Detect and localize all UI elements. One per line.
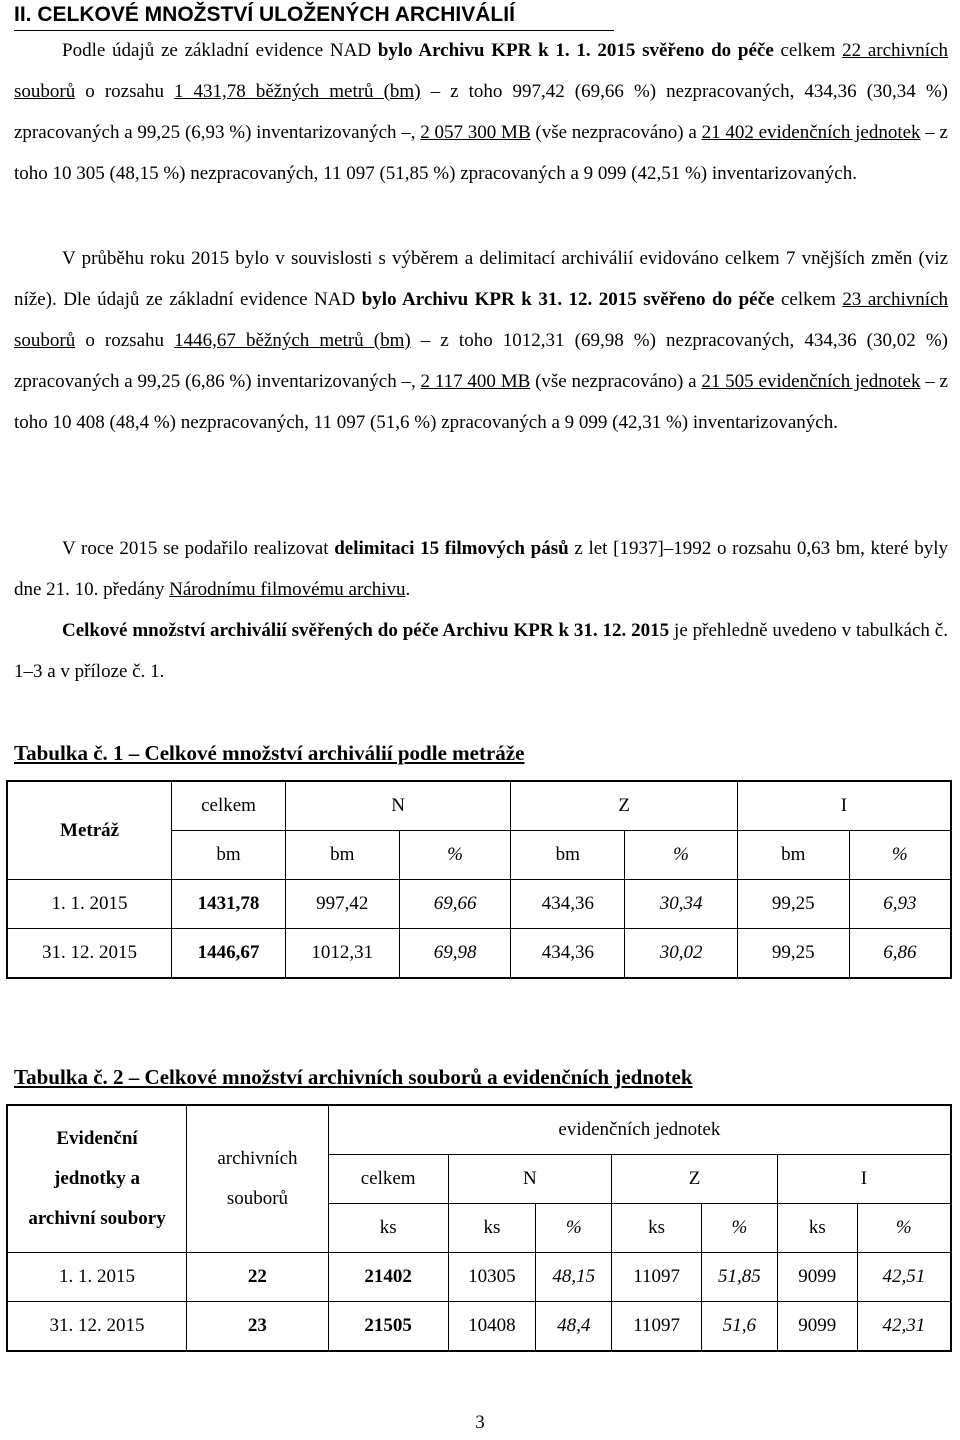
p3-text: .: [405, 579, 411, 600]
p3-bold: delimitaci 15 filmových pásů: [334, 538, 569, 559]
p1-text: – z toho 997,42 (69,66 %) nezpracovaných, 434,36 (30,34 %) zpracovaných a 99,25 (6,93 %) inventarizovaných –,: [14, 81, 948, 143]
table-2-unit-header: %: [536, 1204, 612, 1253]
p2-underlined: 21 505 evidenčních jednotek: [701, 371, 921, 392]
p1-bold: bylo Archivu KPR k 1. 1. 2015 svěřeno do péče: [377, 40, 774, 61]
table-1-cell: 69,66: [399, 880, 511, 929]
table-2-cell: 10305: [448, 1253, 536, 1302]
p1-underlined: 22 archivních souborů: [14, 40, 948, 102]
p1-underlined: 2 057 300 MB: [420, 122, 531, 143]
table-1-cell: 6,86: [849, 929, 951, 979]
table-1-cell: 434,36: [511, 929, 625, 979]
table-1: [6, 780, 952, 979]
table-2-cell: 10408: [448, 1302, 536, 1352]
table-1-header-row: [7, 781, 951, 831]
p3-underlined: Národnímu filmovému archivu: [169, 579, 406, 600]
p2-underlined: 2 117 400 MB: [420, 371, 531, 392]
table-1-cell: 1012,31: [285, 929, 399, 979]
table-1-cell: 99,25: [737, 880, 849, 929]
table-2-soubory-header-line: archivních: [217, 1148, 298, 1169]
table-2-unit-header: ks: [448, 1204, 536, 1253]
table-1-group-header: I: [737, 781, 951, 831]
table-2-cell: 42,31: [857, 1302, 951, 1352]
page-number: 3: [475, 1412, 485, 1433]
table-1-cell: 99,25: [737, 929, 849, 979]
table-1-caption: [14, 740, 524, 766]
table-2-group-header: celkem: [328, 1155, 448, 1204]
paragraph-1: [14, 30, 948, 194]
table-1-row-header: Metráž: [7, 781, 172, 880]
table-2-ej-header: evidenčních jednotek: [328, 1105, 951, 1155]
table-1-caption-number: Tabulka č. 1: [14, 741, 124, 765]
p1-text: – z toho 10 305 (48,15 %) nezpracovaných, 11 097 (51,85 %) zpracovaných a 9 099 (42,51 %) inventarizovaných.: [14, 122, 948, 184]
table-2-row-header-line: archivní soubory: [28, 1208, 166, 1229]
table-row: [7, 880, 951, 929]
table-1-date: 31. 12. 2015: [7, 929, 172, 979]
table-2-total: 21505: [328, 1302, 448, 1352]
p1-text: celkem: [773, 40, 843, 61]
table-row: [7, 1302, 951, 1352]
table-2-cell: 51,85: [702, 1253, 778, 1302]
table-1-group-header: celkem: [172, 781, 286, 831]
p1-text: Podle údajů ze základní evidence NAD: [62, 40, 378, 61]
table-2-cell: 48,15: [536, 1253, 612, 1302]
table-2-soubory-header: [187, 1105, 329, 1253]
table-2-unit-header: ks: [328, 1204, 448, 1253]
p2-text: V průběhu roku 2015 bylo v souvislosti s výběrem a delimitací archiválií evidováno celkem 7 vnějších změn (viz níže). Dle údajů ze základní evidence NAD: [14, 248, 948, 310]
table-2-total: 21402: [328, 1253, 448, 1302]
table-2-soubory: 23: [187, 1302, 329, 1352]
table-1-unit-header: %: [849, 831, 951, 880]
table-1-unit-header: bm: [737, 831, 849, 880]
p3-text: z let [1937]–1992 o rozsahu 0,63 bm, které byly dne 21. 10. předány: [14, 538, 948, 600]
table-2-cell: 9099: [777, 1253, 857, 1302]
p1-text: o rozsahu: [75, 81, 174, 102]
table-2-header-row: [7, 1105, 951, 1155]
table-1-group-header: N: [285, 781, 511, 831]
table-1-unit-header: %: [399, 831, 511, 880]
p2-bold: bylo Archivu KPR k 31. 12. 2015 svěřeno do péče: [361, 289, 775, 310]
p1-text: (vše nezpracováno) a: [530, 122, 702, 143]
table-1-total: 1431,78: [172, 880, 286, 929]
table-2-caption-number: Tabulka č. 2: [14, 1065, 124, 1089]
table-2-group-header: I: [777, 1155, 951, 1204]
table-1-cell: 69,98: [399, 929, 511, 979]
table-1-unit-header: %: [625, 831, 738, 880]
table-1-unit-header: bm: [285, 831, 399, 880]
table-1-date: 1. 1. 2015: [7, 880, 172, 929]
table-2-cell: 9099: [777, 1302, 857, 1352]
table-2-date: 31. 12. 2015: [7, 1302, 187, 1352]
table-2-unit-header: ks: [777, 1204, 857, 1253]
table-1-caption-title: – Celkové množství archiválií podle metráže: [123, 741, 525, 765]
p2-text: celkem: [774, 289, 843, 310]
table-2-row-header: [7, 1105, 187, 1253]
table-2-caption: [14, 1064, 693, 1090]
table-1-cell: 434,36: [511, 880, 625, 929]
p2-text: (vše nezpracováno) a: [530, 371, 702, 392]
table-2-unit-header: %: [702, 1204, 778, 1253]
table-1-unit-header: bm: [511, 831, 625, 880]
table-1-cell: 997,42: [285, 880, 399, 929]
section-heading: II. CELKOVÉ MNOŽSTVÍ ULOŽENÝCH ARCHIVÁLIÍ: [14, 3, 515, 26]
p2-underlined: 1446,67 běžných metrů (bm): [174, 330, 411, 351]
p4-text: je přehledně uvedeno v tabulkách č. 1–3 a v příloze č. 1.: [14, 620, 948, 682]
table-2-cell: 11097: [612, 1302, 702, 1352]
table-2-caption-title: – Celkové množství archivních souborů a evidenčních jednotek: [123, 1065, 693, 1089]
table-2-cell: 11097: [612, 1253, 702, 1302]
table-1-cell: 30,02: [625, 929, 738, 979]
p2-text: – z toho 10 408 (48,4 %) nezpracovaných, 11 097 (51,6 %) zpracovaných a 9 099 (42,31 %) inventarizovaných.: [14, 371, 948, 433]
table-2-soubory: 22: [187, 1253, 329, 1302]
paragraph-3: [14, 528, 948, 610]
table-1-unit-header: bm: [172, 831, 286, 880]
paragraph-4: [14, 610, 948, 692]
table-2-cell: 42,51: [857, 1253, 951, 1302]
table-2: [6, 1104, 952, 1352]
table-2-unit-header: %: [857, 1204, 951, 1253]
table-1-group-header: Z: [511, 781, 738, 831]
table-2-date: 1. 1. 2015: [7, 1253, 187, 1302]
table-1-cell: 30,34: [625, 880, 738, 929]
table-2-group-header: N: [448, 1155, 612, 1204]
p3-text: V roce 2015 se podařilo realizovat: [62, 538, 335, 559]
p1-underlined: 1 431,78 běžných metrů (bm): [174, 81, 421, 102]
table-row: [7, 1253, 951, 1302]
table-1-cell: 6,93: [849, 880, 951, 929]
p2-text: o rozsahu: [75, 330, 175, 351]
p4-bold: Celkové množství archiválií svěřených do péče Archivu KPR k 31. 12. 2015: [62, 620, 670, 641]
p2-underlined: 23 archivních souborů: [14, 289, 949, 351]
p1-underlined: 21 402 evidenčních jednotek: [701, 122, 921, 143]
table-2-row-header-line: Evidenční: [56, 1128, 138, 1149]
table-2-group-header: Z: [612, 1155, 778, 1204]
paragraph-2: [14, 238, 948, 443]
table-1-total: 1446,67: [172, 929, 286, 979]
table-2-cell: 51,6: [702, 1302, 778, 1352]
table-2-row-header-line: jednotky a: [54, 1168, 141, 1189]
table-2-unit-header: ks: [612, 1204, 702, 1253]
table-2-cell: 48,4: [536, 1302, 612, 1352]
p2-text: – z toho 1012,31 (69,98 %) nezpracovaných, 434,36 (30,02 %) zpracovaných a 99,25 (6,86 %) inventarizovaných –,: [14, 330, 948, 392]
table-row: [7, 929, 951, 979]
table-2-soubory-header-line: souborů: [226, 1188, 289, 1209]
